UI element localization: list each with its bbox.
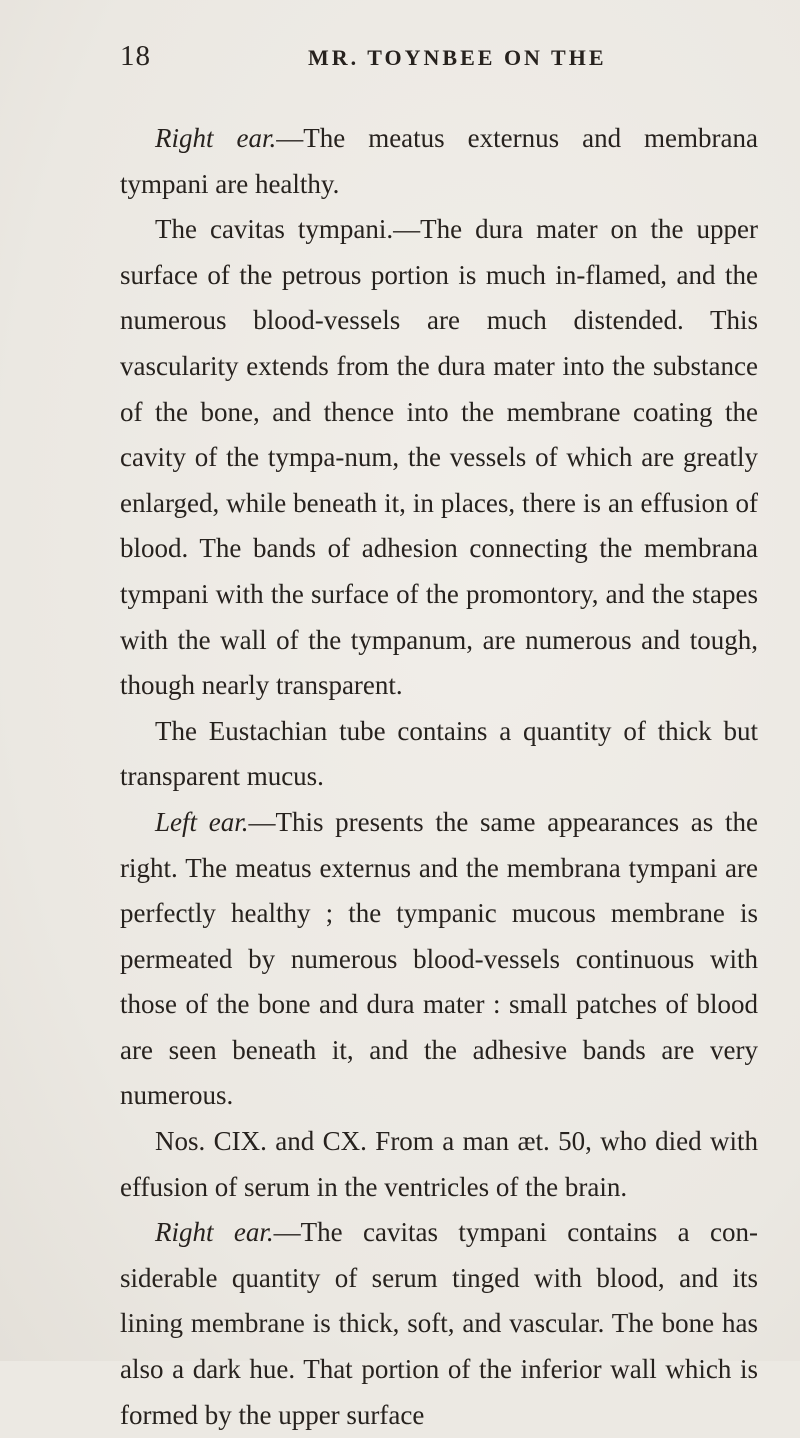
paragraph-left-ear [120, 800, 758, 1119]
paragraph-lead: Left ear. [155, 806, 249, 837]
paragraph-eustachian-tube [120, 709, 758, 800]
paragraph-text: Nos. CIX. and CX. From a man æt. 50, who died with effusion of serum in the ventricles of the brain. [120, 1126, 758, 1202]
running-title: MR. TOYNBEE ON THE [308, 45, 607, 70]
paragraph-case-cix-cx [120, 1119, 758, 1210]
paragraph-text: —The meatus externus and membrana tympani are healthy. [120, 123, 758, 199]
running-head [120, 40, 758, 84]
body-text [120, 116, 758, 1438]
paragraph-cavitas-tympani [120, 207, 758, 709]
paragraph-text: The cavitas tympani.—The dura mater on the upper surface of the petrous portion is much in-flamed, and the numerous blood-vessels are much distended. This vascularity extends from the dura mater into the substance of the bone, and thence into the membrane coating the cavity of the tympa-num, the vessels of which are greatly enlarged, while beneath it, in places, there is an effusion of blood. The bands of adhesion connecting the membrana tympani with the surface of the promontory, and the stapes with the wall of the tympanum, are numerous and tough, though nearly transparent. [120, 214, 758, 701]
paragraph-right-ear-healthy [120, 116, 758, 207]
paragraph-lead: Right ear. [155, 1217, 274, 1248]
paragraph-right-ear-serum [120, 1210, 758, 1438]
paragraph-text: —This presents the same appearances as the right. The meatus externus and the membrana tympani are perfectly healthy ; the tympanic mucous membrane is permeated by numerous blood-vessels continuous with those of the bone and dura mater : small patches of blood are seen beneath it, and the adhesive bands are very numerous. [120, 806, 758, 1111]
paragraph-text: —The cavitas tympani contains a con-siderable quantity of serum tinged with blood, and its lining membrane is thick, soft, and vascular. The bone has also a dark hue. That portion of the inferior wall which is formed by the upper surface [120, 1217, 758, 1430]
paragraph-text: The Eustachian tube contains a quantity of thick but transparent mucus. [120, 715, 758, 792]
page-number: 18 [120, 40, 151, 72]
paragraph-lead: Right ear. [155, 123, 277, 153]
